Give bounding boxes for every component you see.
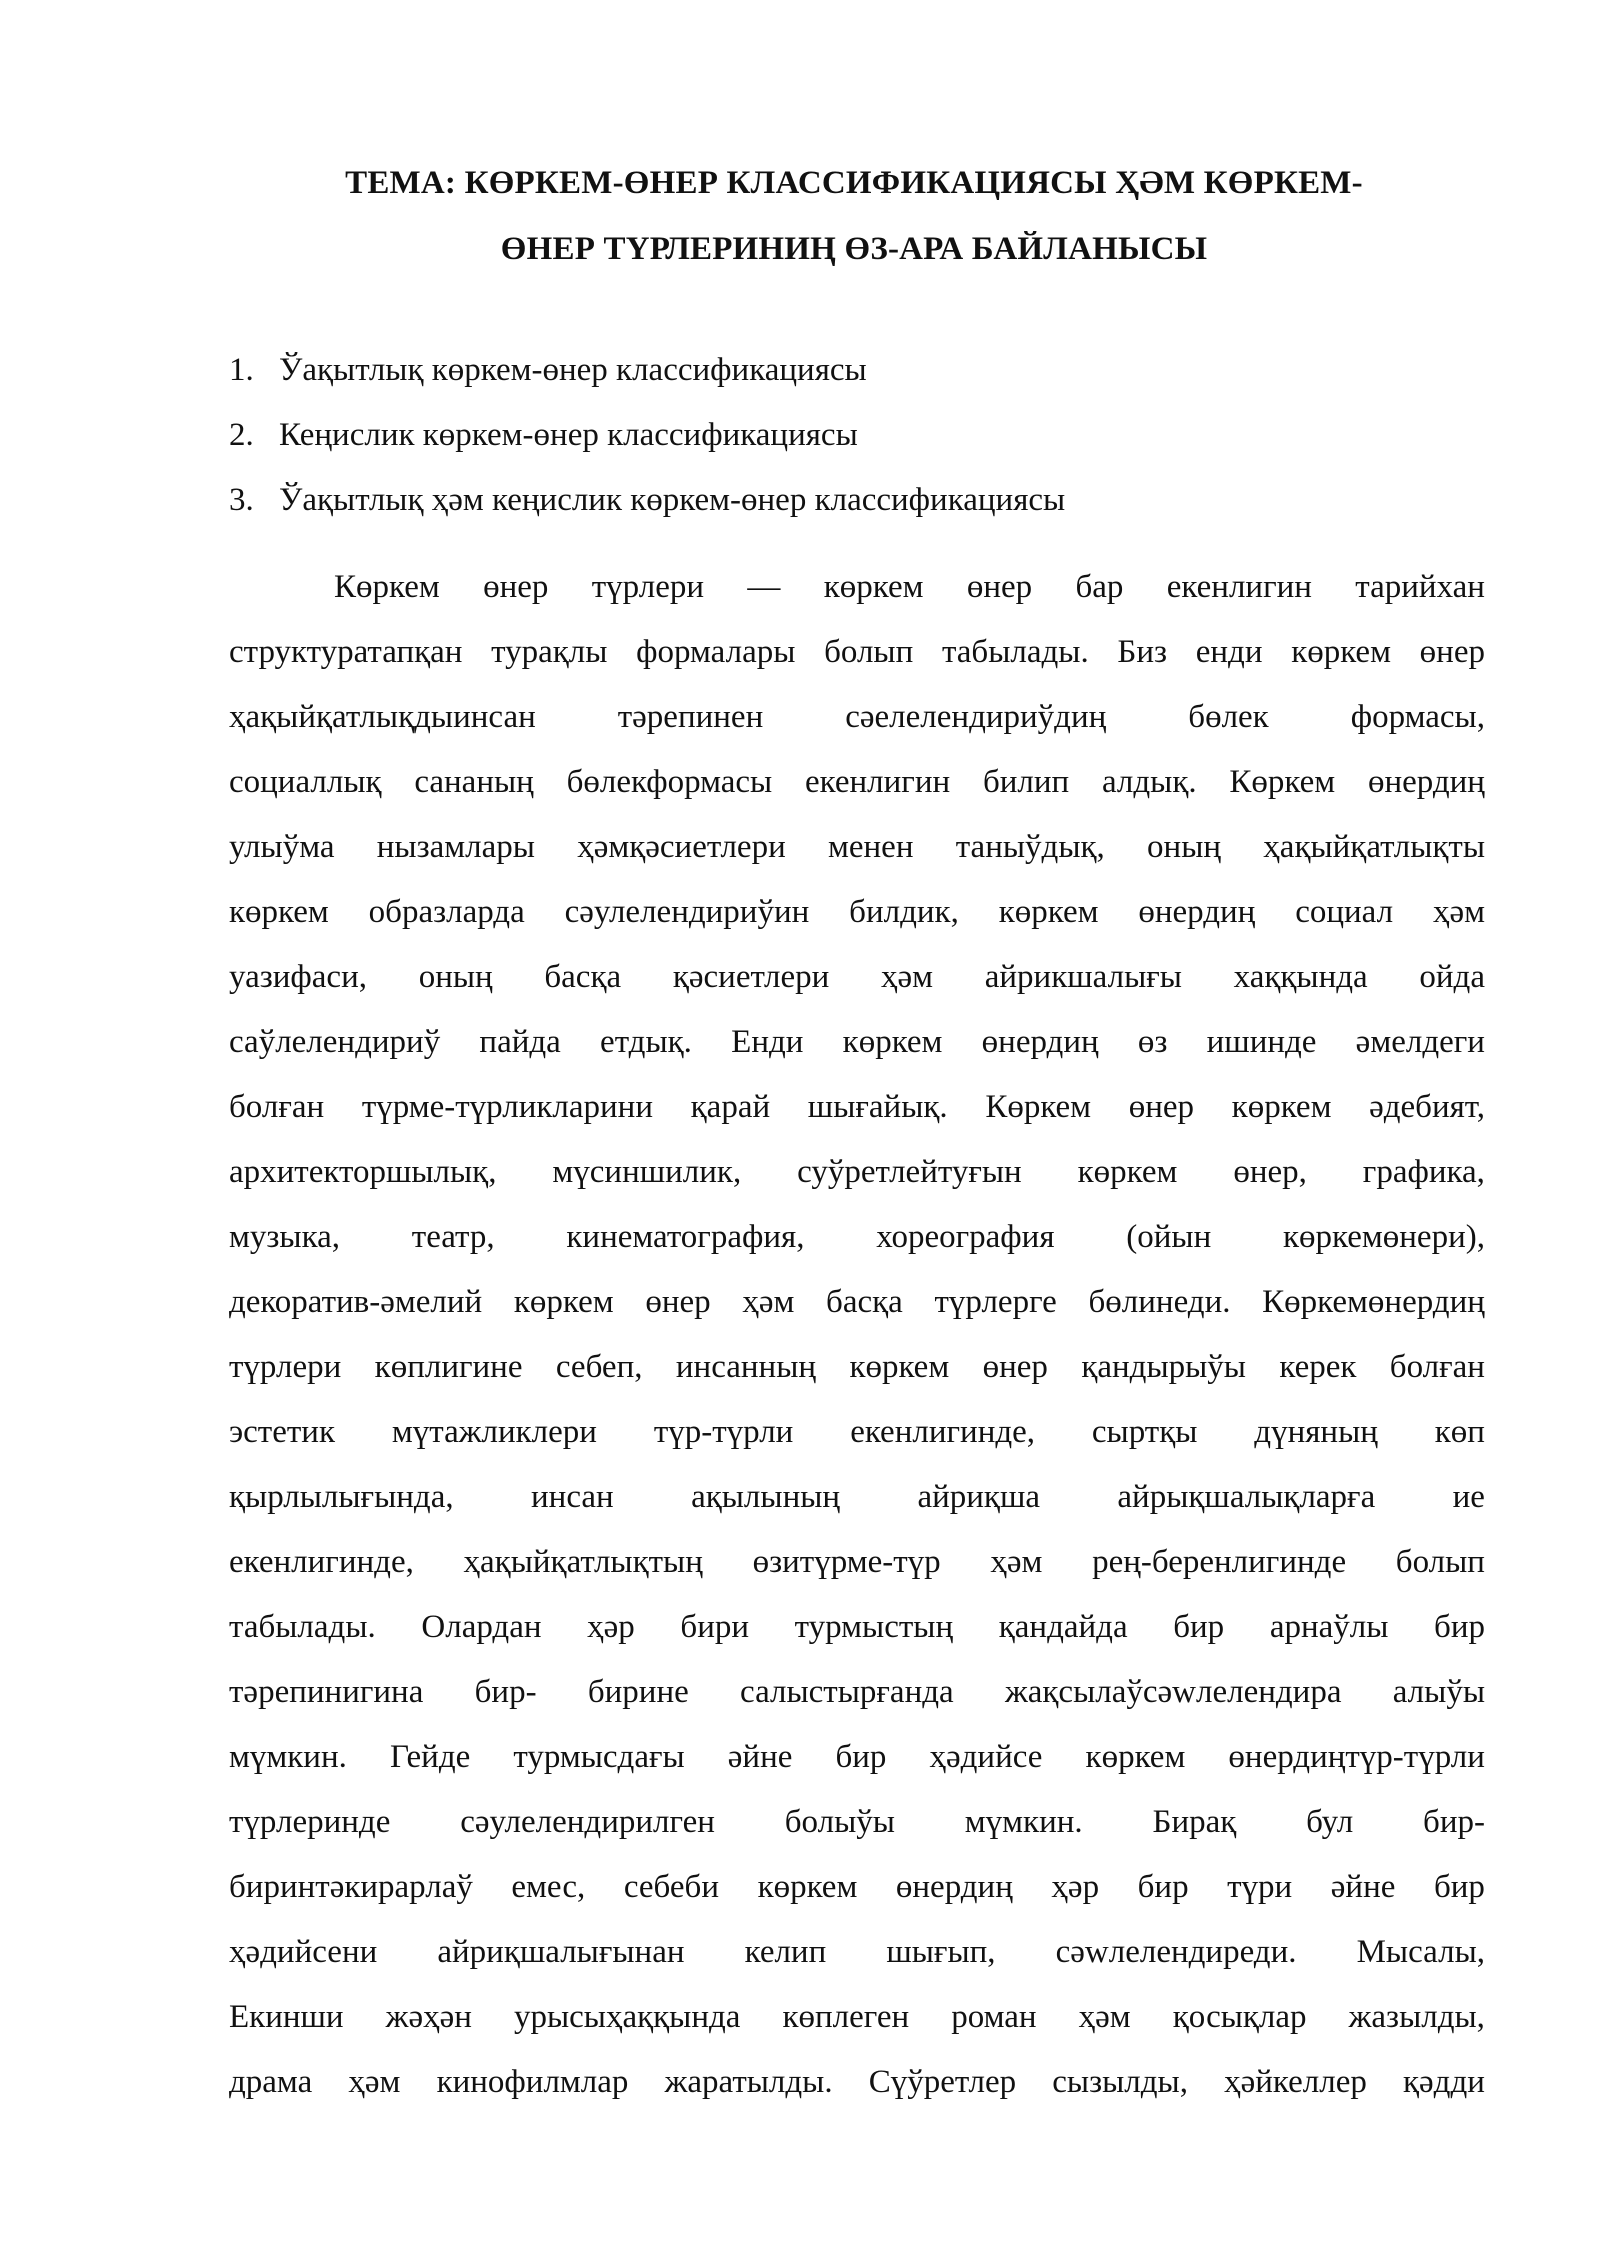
body-word: оның: [1147, 829, 1222, 865]
body-word: инсанның: [675, 1349, 817, 1385]
body-word: көркем: [1231, 1089, 1332, 1125]
body-word: сызылды,: [1052, 2064, 1188, 2100]
body-word: көркем: [849, 1349, 950, 1385]
body-word: кинофилмлар: [436, 2064, 629, 2100]
body-line: [229, 1075, 1485, 1140]
body-word: түри: [1227, 1869, 1293, 1905]
body-line: [229, 1725, 1485, 1790]
body-word: айрықшалықларға: [1117, 1479, 1376, 1515]
body-word: музыка,: [229, 1219, 341, 1255]
body-word: нызамлары: [376, 829, 535, 865]
body-word: бир: [835, 1739, 887, 1775]
body-word: көркем: [1077, 1154, 1178, 1190]
plan-item: [229, 468, 1479, 533]
body-word: көркем: [998, 894, 1099, 930]
body-word: бөлекформасы: [566, 764, 773, 800]
body-word: себеп,: [555, 1349, 643, 1385]
body-word: сәулелендирилген: [460, 1804, 715, 1840]
body-word: ҳәдийсе: [929, 1739, 1043, 1775]
body-line: [229, 555, 1485, 620]
body-word: алдық.: [1101, 764, 1197, 800]
body-word: қарай: [690, 1089, 771, 1125]
body-line: [229, 1530, 1485, 1595]
body-word: көркем: [229, 894, 329, 930]
body-word: өнер,: [1233, 1154, 1307, 1190]
body-word: ойда: [1419, 959, 1485, 995]
body-word: шығайық.: [807, 1089, 948, 1125]
body-word: роман: [951, 1999, 1037, 2035]
body-word: көплеген: [782, 1999, 910, 2035]
body-word: көркем: [1085, 1739, 1186, 1775]
body-word: Көркем: [334, 569, 440, 605]
body-word: декоратив-әмелий: [229, 1284, 483, 1320]
body-word: формасы,: [1350, 699, 1485, 735]
body-word: алыўы: [1392, 1674, 1485, 1710]
body-word: өнердиң: [1138, 894, 1256, 930]
plan-list: [229, 338, 1479, 533]
body-word: турмыстың: [794, 1609, 954, 1645]
body-word: табылады.: [229, 1609, 376, 1645]
body-word: театр,: [411, 1219, 495, 1255]
body-word: Көркемөнердиң: [1262, 1284, 1485, 1320]
body-word: Мысалы,: [1356, 1934, 1485, 1970]
body-word: ҳәм: [742, 1284, 795, 1320]
body-word: Биз: [1117, 634, 1168, 670]
body-word: әйне: [1330, 1869, 1396, 1905]
body-word: өнердиңтүр-түрли: [1228, 1739, 1485, 1775]
body-word: ақылының: [691, 1479, 841, 1515]
body-word: ҳәм: [881, 959, 934, 995]
body-word: (ойын: [1126, 1219, 1212, 1255]
body-word: өнердиң: [981, 1024, 1099, 1060]
plan-item-number: 1.: [229, 352, 254, 388]
body-word: екенлигин: [805, 764, 951, 800]
body-word: Енди: [731, 1024, 804, 1060]
body-word: тәрепинигина: [229, 1674, 424, 1710]
body-word: дүняның: [1254, 1414, 1378, 1450]
body-word: социаллық: [229, 764, 382, 800]
body-word: графика,: [1362, 1154, 1485, 1190]
body-word: әйне: [727, 1739, 793, 1775]
body-word: көркем: [842, 1024, 943, 1060]
body-paragraph: [229, 555, 1485, 2115]
body-word: суўретлейтуғын: [797, 1154, 1022, 1190]
body-word: өнер: [483, 569, 549, 605]
body-word: шығып,: [886, 1934, 996, 1970]
body-word: көп: [1434, 1414, 1485, 1450]
body-word: ишинде: [1206, 1024, 1317, 1060]
body-word: енди: [1195, 634, 1263, 670]
body-line: [229, 1660, 1485, 1725]
body-word: бир: [1434, 1609, 1485, 1645]
body-word: рең-беренлигинде: [1092, 1544, 1347, 1580]
body-line: [229, 1920, 1485, 1985]
body-line: [229, 1790, 1485, 1855]
body-word: сыртқы: [1091, 1414, 1198, 1450]
body-word: айрикшалығы: [984, 959, 1182, 995]
body-word: эстетик: [229, 1414, 335, 1450]
body-word: турақлы: [491, 634, 608, 670]
body-word: болыўы: [784, 1804, 895, 1840]
body-word: өнер: [982, 1349, 1048, 1385]
body-word: өнер: [966, 569, 1033, 605]
body-word: етдық.: [600, 1024, 692, 1060]
body-word: ҳәм: [990, 1544, 1043, 1580]
body-word: табылады.: [941, 634, 1089, 670]
body-word: жәҳән: [385, 1999, 472, 2035]
body-line: [229, 1205, 1485, 1270]
body-word: улыўма: [229, 829, 335, 865]
body-word: бир: [1433, 1869, 1485, 1905]
body-word: себеби: [623, 1869, 720, 1905]
body-word: таныўдық,: [955, 829, 1105, 865]
body-word: Көркем: [1229, 764, 1336, 800]
body-word: салыстырғанда: [740, 1674, 954, 1710]
body-word: Көркем: [985, 1089, 1092, 1125]
body-word: ҳақыйқатлықты: [1263, 829, 1485, 865]
body-word: түрлерге: [934, 1284, 1057, 1320]
body-line: [229, 620, 1485, 685]
body-word: өзитүрме-түр: [752, 1544, 941, 1580]
body-word: турмысдағы: [513, 1739, 685, 1775]
body-word: мүсиншилик,: [552, 1154, 742, 1190]
body-word: Олардан: [421, 1609, 542, 1645]
body-word: уазифаси,: [229, 959, 367, 995]
body-word: арнаўлы: [1269, 1609, 1389, 1645]
body-word: емес,: [511, 1869, 586, 1905]
body-line: [229, 1595, 1485, 1660]
body-word: саўлелендириў: [229, 1024, 441, 1060]
body-word: драма: [229, 2064, 313, 2100]
body-word: пайда: [479, 1024, 561, 1060]
body-word: урысыҳаққында: [513, 1999, 741, 2035]
body-line: [229, 1335, 1485, 1400]
body-word: хореография: [876, 1219, 1055, 1255]
plan-item: [229, 338, 1479, 403]
body-word: сананың: [414, 764, 534, 800]
body-word: ҳақыйқатлықтың: [463, 1544, 703, 1580]
body-word: әмелдеги: [1355, 1024, 1485, 1060]
body-word: бар: [1075, 569, 1124, 605]
body-word: қандайда: [998, 1609, 1128, 1645]
body-word: бөлек: [1188, 699, 1269, 735]
body-word: тәрепинен: [617, 699, 764, 735]
body-word: бир-: [1423, 1804, 1485, 1840]
body-word: бөлинеди.: [1088, 1284, 1231, 1320]
body-word: екенлигинде,: [850, 1414, 1036, 1450]
body-word: айриқша: [917, 1479, 1041, 1515]
body-line: [229, 750, 1485, 815]
body-word: басқа: [826, 1284, 903, 1320]
body-word: сәелелендириўдиң: [845, 699, 1107, 735]
body-line: [229, 1140, 1485, 1205]
body-word: көркем: [1291, 634, 1391, 670]
body-word: түрлеринде: [229, 1804, 391, 1840]
body-word: басқа: [544, 959, 622, 995]
body-word: әдебият,: [1369, 1089, 1485, 1125]
body-line: [229, 2050, 1485, 2115]
body-word: образларда: [368, 894, 525, 930]
body-line: [229, 1855, 1485, 1920]
body-word: қәдди: [1403, 2064, 1485, 2100]
body-word: ие: [1452, 1479, 1485, 1515]
body-line: [229, 815, 1485, 880]
body-word: өнердиң: [895, 1869, 1013, 1905]
title-line-2: ӨНЕР ТҮРЛЕРИНИҢ ӨЗ-АРА БАЙЛАНЫСЫ: [500, 231, 1208, 267]
body-line: [229, 1010, 1485, 1075]
body-word: хаққында: [1233, 959, 1368, 995]
plan-item-text: Ўақытлық ҳәм кеңислик көркем-өнер классификациясы: [279, 482, 1066, 518]
body-word: ҳәм: [348, 2064, 401, 2100]
body-word: Бирақ: [1152, 1804, 1237, 1840]
body-line: [229, 1985, 1485, 2050]
body-word: ҳақыйқатлықдыинсан: [229, 699, 536, 735]
plan-item-text: Ўақытлық көркем-өнер классификациясы: [279, 352, 867, 388]
body-word: көркем: [823, 569, 924, 605]
body-word: айриқшалығынан: [437, 1934, 685, 1970]
body-word: ҳәр: [587, 1609, 635, 1645]
body-word: өнер: [1419, 634, 1485, 670]
body-word: структуратапқан: [229, 634, 463, 670]
body-line: [229, 880, 1485, 945]
body-word: архитекторшылық,: [229, 1154, 497, 1190]
body-word: керек: [1279, 1349, 1357, 1385]
plan-item-text: Кеңислик көркем-өнер классификациясы: [279, 417, 858, 453]
body-word: оның: [418, 959, 493, 995]
body-word: көркем: [513, 1284, 614, 1320]
body-word: түр-түрли: [653, 1414, 794, 1450]
body-word: өнер: [645, 1284, 711, 1320]
body-word: бири: [680, 1609, 750, 1645]
plan-item-number: 3.: [229, 482, 254, 518]
body-word: кинематография,: [566, 1219, 805, 1255]
body-word: социал: [1295, 894, 1394, 930]
document-title: [229, 150, 1479, 282]
body-word: қосықлар: [1172, 1999, 1307, 2035]
body-word: инсан: [531, 1479, 614, 1515]
body-word: қандырыўы: [1081, 1349, 1246, 1385]
body-word: Сүўретлер: [868, 2064, 1017, 2100]
body-word: қәсиетлери: [672, 959, 830, 995]
body-word: екенлигинде,: [229, 1544, 414, 1580]
body-word: билдик,: [849, 894, 959, 930]
body-line: [229, 945, 1485, 1010]
body-word: жазылды,: [1348, 1999, 1485, 2035]
body-word: көркем: [757, 1869, 858, 1905]
body-word: сәwлелендиреди.: [1055, 1934, 1297, 1970]
body-word: көплигине: [374, 1349, 523, 1385]
body-word: ҳәм: [1078, 1999, 1131, 2035]
title-line-1: ТЕМА: КӨРКЕМ-ӨНЕР КЛАССИФИКАЦИЯСЫ ҲӘМ КӨРКЕМ-: [345, 165, 1363, 201]
body-word: ҳәм: [1432, 894, 1485, 930]
body-word: болған: [1389, 1349, 1485, 1385]
body-word: қырлылығында,: [229, 1479, 454, 1515]
body-word: өз: [1137, 1024, 1168, 1060]
body-word: болып: [1395, 1544, 1485, 1580]
body-line: [229, 1465, 1485, 1530]
body-word: формалары: [636, 634, 796, 670]
body-word: болған: [229, 1089, 325, 1125]
body-word: бир-: [474, 1674, 537, 1710]
body-word: келип: [744, 1934, 827, 1970]
body-word: мүмкин.: [964, 1804, 1083, 1840]
body-word: бул: [1306, 1804, 1354, 1840]
body-line: [229, 1400, 1485, 1465]
body-word: билип: [982, 764, 1070, 800]
body-word: менен: [827, 829, 914, 865]
body-word: көркемөнери),: [1283, 1219, 1485, 1255]
body-word: өнер: [1128, 1089, 1195, 1125]
body-word: бирине: [587, 1674, 689, 1710]
body-word: бир: [1137, 1869, 1189, 1905]
body-word: ҳәйкеллер: [1224, 2064, 1367, 2100]
body-word: екенлигин: [1166, 569, 1312, 605]
body-word: жаратылды.: [664, 2064, 833, 2100]
body-word: мүмкин.: [229, 1739, 347, 1775]
body-line: [229, 1270, 1485, 1335]
body-word: түрлери: [591, 569, 705, 605]
body-word: биринтәкирарлаў: [229, 1869, 473, 1905]
body-line: [229, 685, 1485, 750]
body-word: Екинши: [229, 1999, 344, 2035]
body-word: —: [747, 569, 781, 605]
body-word: мүтажликлери: [391, 1414, 597, 1450]
body-word: сәулелендириўин: [564, 894, 810, 930]
body-word: жақсылаўсәwлелендира: [1004, 1674, 1342, 1710]
body-word: ҳәр: [1051, 1869, 1100, 1905]
body-word: бир: [1173, 1609, 1225, 1645]
body-word: ҳәдийсени: [229, 1934, 378, 1970]
body-word: Гейде: [389, 1739, 471, 1775]
plan-item: [229, 403, 1479, 468]
body-word: ҳәмқәсиетлери: [577, 829, 786, 865]
body-word: болып: [824, 634, 914, 670]
body-word: өнердиң: [1367, 764, 1485, 800]
body-word: түрлери: [229, 1349, 342, 1385]
body-word: түрме-түрликларини: [361, 1089, 653, 1125]
body-word: тарийхан: [1355, 569, 1485, 605]
plan-item-number: 2.: [229, 417, 254, 453]
